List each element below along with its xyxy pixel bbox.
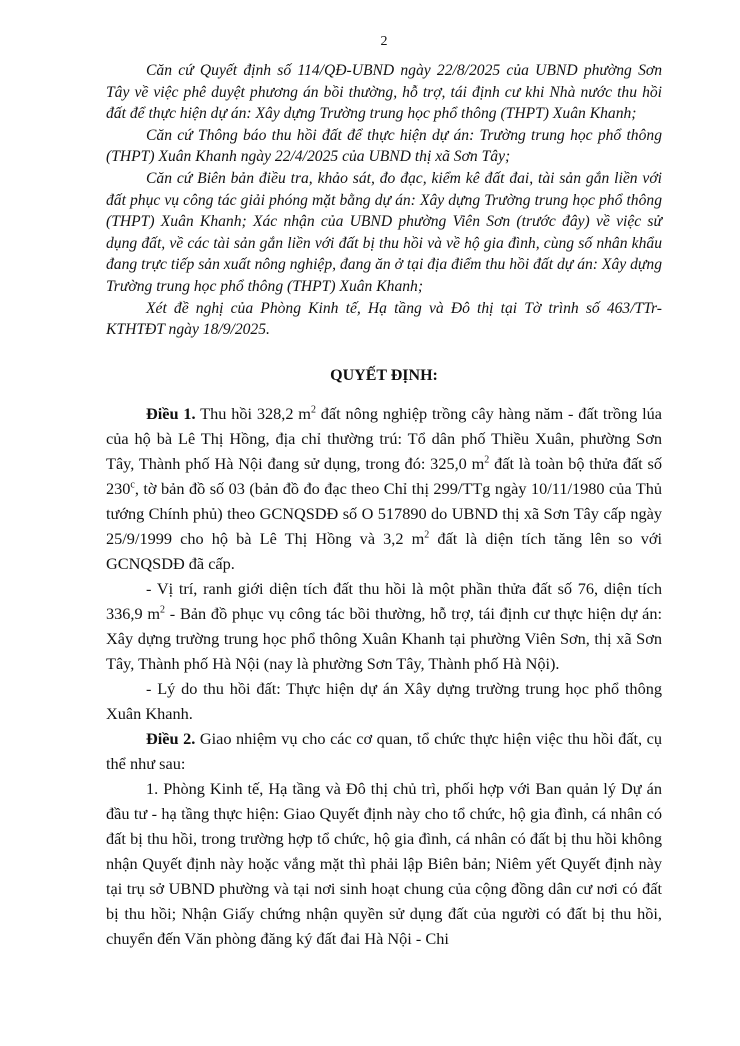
article-1-location-paragraph: [106, 576, 662, 676]
basis-paragraph-3: Căn cứ Biên bản điều tra, khảo sát, đo đạc, kiểm kê đất đai, tài sản gắn liền với đất phục vụ công tác giải phóng mặt bằng dự án: Xây dựng Trường trung học phổ thông (THPT) Xuân Khanh; Xác nhận của UBND phường Viên Sơn (trước đây) về việc sử dụng đất, về các tài sản gắn liền với đất bị thu hồi và về hộ gia đình, cùng số nhân khẩu đang trực tiếp sản xuất nông nghiệp, đang ăn ở tại địa điểm thu hồi đất dự án: Xây dựng Trường trung học phổ thông (THPT) Xuân Khanh;: [106, 169, 662, 295]
article-1-text-d: , tờ bản đồ số 03 (bản đồ đo đạc theo Chỉ thị 299/TTg ngày 10/11/1980 của Thủ tướng Chính phủ) theo GCNQSDĐ số O 517890 do UBND thị xã Sơn Tây cấp ngày 25/9/1999 cho hộ bà Lê Thị Hồng và 3,2 m: [106, 478, 662, 548]
superscript-2: 2: [424, 529, 430, 541]
location-text-a: - Vị trí, ranh giới diện tích đất thu hồi là một phần thửa đất số 76, diện tích 336,9 m: [106, 578, 662, 623]
basis-paragraph-1: Căn cứ Quyết định số 114/QĐ-UBND ngày 22/8/2025 của UBND phường Sơn Tây về việc phê duyệt phương án bồi thường, hỗ trợ, tái định cư khi Nhà nước thu hồi đất để thực hiện dự án: Xây dựng Trường trung học phổ thông (THPT) Xuân Khanh;: [106, 62, 662, 123]
superscript-c: c: [130, 479, 135, 491]
article-1-text-e: đất là diện tích tăng lên so với GCNQSDĐ đã cấp.: [106, 528, 662, 573]
superscript-2: 2: [484, 454, 490, 466]
article-1-label: Điều 1.: [146, 403, 196, 423]
article-1-paragraph: [106, 401, 662, 576]
article-1-text-c: đất là toàn bộ thửa đất số 230: [106, 453, 662, 498]
article-1-text-a: Thu hồi 328,2 m: [195, 403, 311, 423]
article-2-intro: Giao nhiệm vụ cho các cơ quan, tổ chức thực hiện việc thu hồi đất, cụ thể như sau:: [106, 728, 663, 773]
page-number: 2: [380, 34, 388, 49]
article-2-paragraph: [106, 726, 662, 776]
superscript-2: 2: [160, 604, 166, 616]
location-text-b: - Bản đồ phục vụ công tác bồi thường, hỗ trợ, tái định cư thực hiện dự án: Xây dựng trường trung học phổ thông Xuân Khanh tại phường Viên Sơn, thị xã Sơn Tây, Thành phố Hà Nội (nay là phường Sơn Tây, Thành phố Hà Nội).: [106, 603, 662, 673]
decision-title: QUYẾT ĐỊNH:: [330, 366, 438, 384]
article-2-label: Điều 2.: [146, 728, 196, 748]
superscript-2: 2: [310, 404, 316, 416]
basis-paragraph-2: Căn cứ Thông báo thu hồi đất để thực hiện dự án: Trường trung học phổ thông (THPT) Xuân Khanh ngày 22/4/2025 của UBND thị xã Sơn Tây;: [106, 126, 662, 166]
article-1-text-b: đất nông nghiệp trồng cây hàng năm - đất trồng lúa của hộ bà Lê Thị Hồng, địa chỉ thường trú: Tổ dân phố Thiều Xuân, phường Sơn Tây, Thành phố Hà Nội đang sử dụng, trong đó: 325,0 m: [106, 403, 663, 473]
basis-paragraph-4: Xét đề nghị của Phòng Kinh tế, Hạ tầng và Đô thị tại Tờ trình số 463/TTr-KTHTĐT ngày 18/9/2025.: [106, 299, 662, 339]
article-1-reason-paragraph: - Lý do thu hồi đất: Thực hiện dự án Xây dựng trường trung học phổ thông Xuân Khanh.: [106, 678, 662, 723]
article-2-item-1: 1. Phòng Kinh tế, Hạ tầng và Đô thị chủ trì, phối hợp với Ban quản lý Dự án đầu tư - hạ tầng thực hiện: Giao Quyết định này cho tổ chức, hộ gia đình, cá nhân có đất bị thu hồi, trong trường hợp tổ chức, hộ gia đình, cá nhân có đất bị thu hồi không nhận Quyết định này hoặc vắng mặt thì phải lập Biên bản; Niêm yết Quyết định này tại trụ sở UBND phường và tại nơi sinh hoạt chung của cộng đồng dân cư nơi có đất bị thu hồi; Nhận Giấy chứng nhận quyền sử dụng đất của người có đất bị thu hồi, chuyển đến Văn phòng đăng ký đất đai Hà Nội - Chi: [106, 778, 662, 948]
